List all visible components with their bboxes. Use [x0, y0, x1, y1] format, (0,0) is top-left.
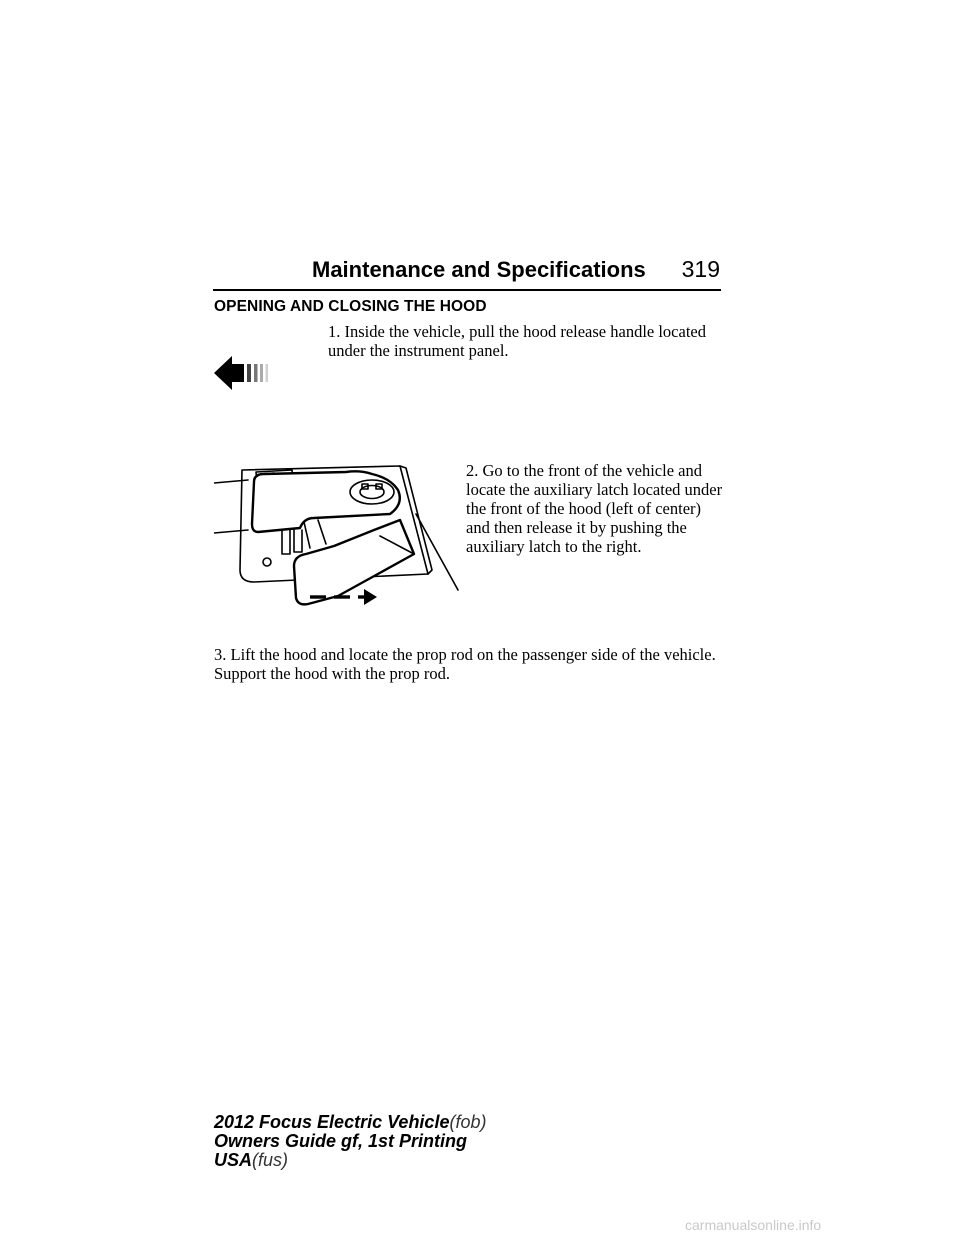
footer-region: USA [214, 1150, 253, 1170]
footer-vehicle-code: (fob) [449, 1112, 487, 1132]
footer-line-3 [214, 1151, 486, 1170]
header-divider [213, 289, 721, 291]
section-heading: OPENING AND CLOSING THE HOOD [214, 298, 487, 315]
footer-vehicle-title: 2012 Focus Electric Vehicle [214, 1112, 450, 1132]
document-footer [214, 1113, 486, 1170]
step-1-text: 1. Inside the vehicle, pull the hood release handle located under the instrument panel. [328, 322, 706, 360]
page-header-title: Maintenance and Specifications [312, 257, 646, 282]
auxiliary-latch-illustration [214, 458, 464, 610]
footer-printing: Owners Guide gf, 1st Printing [214, 1131, 468, 1151]
back-arrow-icon [214, 352, 272, 394]
step-3-text: 3. Lift the hood and locate the prop rod on the passenger side of the vehicle. Support the hood with the prop rod. [214, 645, 716, 683]
step-2-text: 2. Go to the front of the vehicle and locate the auxiliary latch located under the front of the hood (left of center) and then release it by pushing the auxiliary latch to the right. [466, 461, 723, 556]
footer-region-code: (fus) [252, 1150, 289, 1170]
site-watermark: carmanualsonline.info [685, 1217, 822, 1233]
footer-line-1 [214, 1113, 486, 1132]
page-number: 319 [681, 256, 720, 282]
